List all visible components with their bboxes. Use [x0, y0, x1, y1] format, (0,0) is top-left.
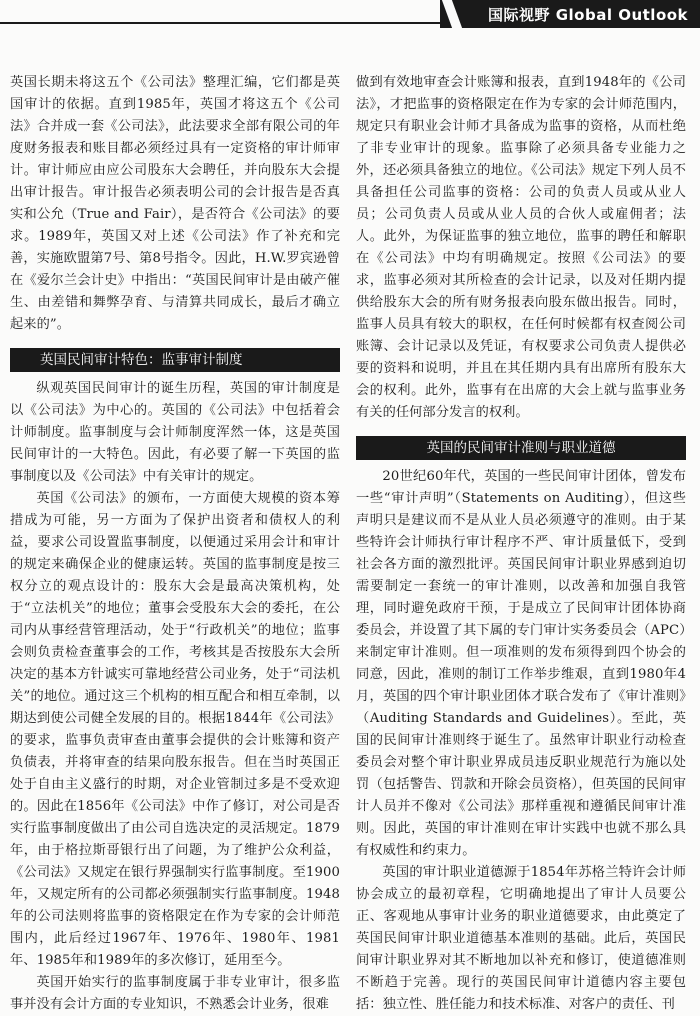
right-column: [356, 72, 686, 1016]
page-header: [0, 0, 700, 34]
column-title: 国际视野 Global Outlook: [488, 6, 689, 24]
paragraph: 英国《公司法》的颁布，一方面使大规模的资本筹措成为可能，另一方面为了保护出资者和债权人的利益，要求公司设置监事制度，以便通过采用会计和审计的规定来确保企业的健康运转。英国的监事制度是按三权分立的观点设计的：股东大会是最高决策机构，处于“立法机关”的地位；董事会受股东大会的委托，在公司内从事经营管理活动，处于“行政机关”的地位；监事会则负责检查董事会的工作，考核其是否按股东大会所决定的基本方针诚实可靠地经营公司业务，处于“司法机关”的地位。通过这三个机构的相互配合和相互牵制，以期达到使公司健全发展的目的。根据1844年《公司法》的要求，监事负责审查由董事会提供的会计账簿和资产负债表，并将审查的结果向股东报告。但在当时英国正处于自由主义盛行的时期，对企业管制过多是不受欢迎的。因此在1856年《公司法》中作了修订，对公司是否实行监事制度做出了由公司自选决定的灵活规定。1879年，由于格拉斯哥银行出了问题，为了维护公众利益，《公司法》又规定在银行界强制实行监事制度。至1900年，又规定所有的公司都必须强制实行监事制度。1948年的公司法则将监事的资格限定在作为专家的会计师范围内，此后经过1967年、1976年、1980年、1981年、1985年和1989年的多次修订，延用至今。: [10, 491, 340, 968]
paragraph: 英国的审计职业道德源于1854年苏格兰特许会计师协会成立的最初章程，它明确地提出了审计人员要公正、客观地从事审计业务的职业道德要求，由此奠定了英国民间审计职业道德基本准则的基础。此后，英国民间审计职业界对其不断地加以补充和修订，使道德准则不断趋于完善。现行的英国民间审计道德内容主要包括：独立性、胜任能力和技术标准、对客户的责任、刊: [356, 865, 686, 1012]
header-rule: [0, 0, 440, 24]
left-column: [10, 72, 340, 1016]
section-heading-standards-ethics: 英国的民间审计准则与职业道德: [356, 436, 686, 460]
paragraph-intro: 英国长期未将这五个《公司法》整理汇编，它们都是英国审计的依据。直到1985年，英国才将这五个《公司法》合并成一套《公司法》，此法要求全部有限公司的年度财务报表和账目都必须经过具有一定资格的审计师审计。审计师应由应公司股东大会聘任，并向股东大会提出审计报告。审计报告必须表明公司的会计报告是否真实和公允（True and Fair），是否符合《公司法》的要求。1989年，英国又对上述《公司法》作了补充和完善，实施欧盟第7号、第8号指令。因此，H.W.罗宾逊曾在《爱尔兰会计史》中指出：“英国民间审计是由破产催生、由差错和舞弊孕育、与清算共同成长，最后才确立起来的”。: [10, 75, 340, 332]
paragraph: 英国开始实行的监事制度属于非专业审计，很多监事并没有会计方面的专业知识，不熟悉会计业务，很难: [10, 975, 340, 1012]
paragraph: 20世纪60年代，英国的一些民间审计团体，曾发布一些“审计声明”（Statements on Auditing），但这些声明只是建议而不是从业人员必须遵守的准则。由于某些特许会计师执行审计程序不严、审计质量低下，受到社会各方面的激烈批评。英国民间审计职业界感到迫切需要制定一套统一的审计准则，以改善和加强自我管理，同时避免政府干预，于是成立了民间审计团体协商委员会，并设置了其下属的专门审计实务委员会（APC）来制定审计准则。但一项准则的发布须得到四个协会的同意，因此，准则的制订工作举步维艰，直到1980年4月，英国的四个审计职业团体才联合发布了《审计准则》（Auditing Standards and Guidelines）。至此，英国的民间审计准则终于诞生了。虽然审计职业行动检查委员会对整个审计职业界成员违反职业规范行为施以处罚（包括警告、罚款和开除会员资格），但英国的民间审计人员并不像对《公司法》那样重视和遵循民间审计准则。因此，英国的审计准则在审计实践中也就不那么具有权威性和约束力。: [356, 469, 686, 858]
section-heading-supervisor-audit: 英国民间审计特色：监事审计制度: [10, 348, 340, 372]
paragraph-continued: 做到有效地审查会计账簿和报表，直到1948年的《公司法》，才把监事的资格限定在作为专家的会计师范围内，规定只有职业会计师才具备成为监事的资格，从而杜绝了非专业审计的现象。监事除了必须具备专业能力之外，还必须具备独立的地位。《公司法》规定下列人员不具备担任公司监事的资格：公司的负责人员或从业人员；公司负责人员或从业人员的合伙人或雇佣者；法人。此外，为保证监事的独立地位，监事的聘任和解职在《公司法》中均有明确规定。按照《公司法》的要求，监事必须对其所检查的会计记录，以及对任期内提供给股东大会的所有财务报表向股东做出报告。同时，监事人员具有较大的职权，在任何时候都有权查阅公司账簿、会计记录以及凭证，有权要求公司负责人提供必要的资料和说明，并且在其任期内具有出席所有股东大会的权利。此外，监事有在出席的大会上就与监事业务有关的任何部分发言的权利。: [356, 75, 686, 420]
paragraph: 纵观英国民间审计的诞生历程，英国的审计制度是以《公司法》为中心的。英国的《公司法》中包括着会计师制度。监事制度与会计师制度浑然一体，这是英国民间审计的一大特色。因此，有必要了解一下英国的监事制度以及《公司法》中有关审计的规定。: [10, 381, 340, 484]
